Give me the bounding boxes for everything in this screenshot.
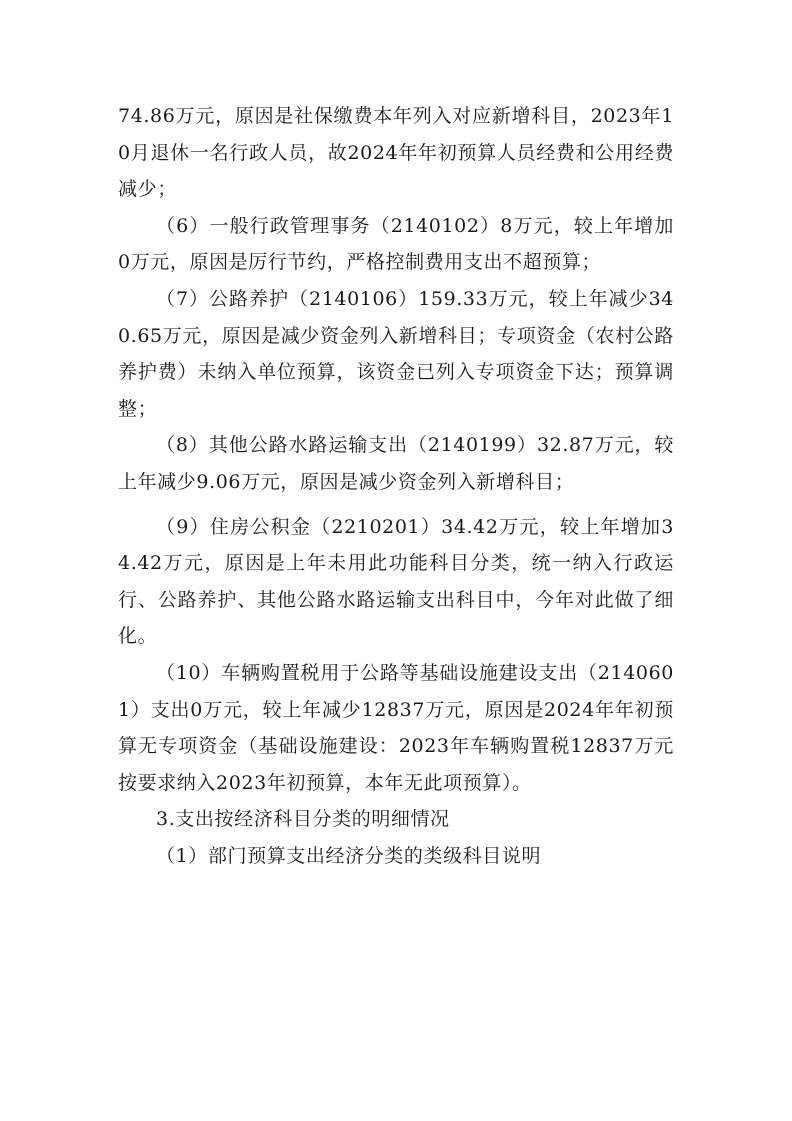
document-body (118, 98, 674, 874)
paragraph-item-10: （10）车辆购置税用于公路等基础设施建设支出（2140601）支出0万元，较上年减少12837万元，原因是2024年年初预算无专项资金（基础设施建设：2023年车辆购置税12837万元按要求纳入2023年初预算，本年无此项预算）。 (118, 661, 674, 794)
paragraph-gap (118, 501, 674, 509)
sub-heading: （1）部门预算支出经济分类的类级科目说明 (156, 844, 542, 867)
paragraph-item-9: （9）住房公积金（2210201）34.42万元，较上年增加34.42万元，原因是上年未用此功能科目分类，统一纳入行政运行、公路养护、其他公路水路运输支出科目中，今年对此做了细化。 (118, 515, 674, 648)
paragraph-item-6: （6）一般行政管理事务（2140102）8万元，较上年增加0万元，原因是厉行节约，严格控制费用支出不超预算； (118, 214, 674, 274)
paragraph-continuation: 74.86万元，原因是社保缴费本年列入对应新增科目，2023年10月退休一名行政人员，故2024年年初预算人员经费和公用经费减少； (118, 105, 674, 201)
paragraph-item-7: （7）公路养护（2140106）159.33万元，较上年减少340.65万元，原因是减少资金列入新增科目；专项资金（农村公路养护费）未纳入单位预算，该资金已列入专项资金下达；预算调整； (118, 287, 674, 420)
section-heading: 3.支出按经济科目分类的明细情况 (156, 808, 450, 831)
paragraph-item-8: （8）其他公路水路运输支出（2140199）32.87万元，较上年减少9.06万元，原因是减少资金列入新增科目； (118, 434, 674, 493)
